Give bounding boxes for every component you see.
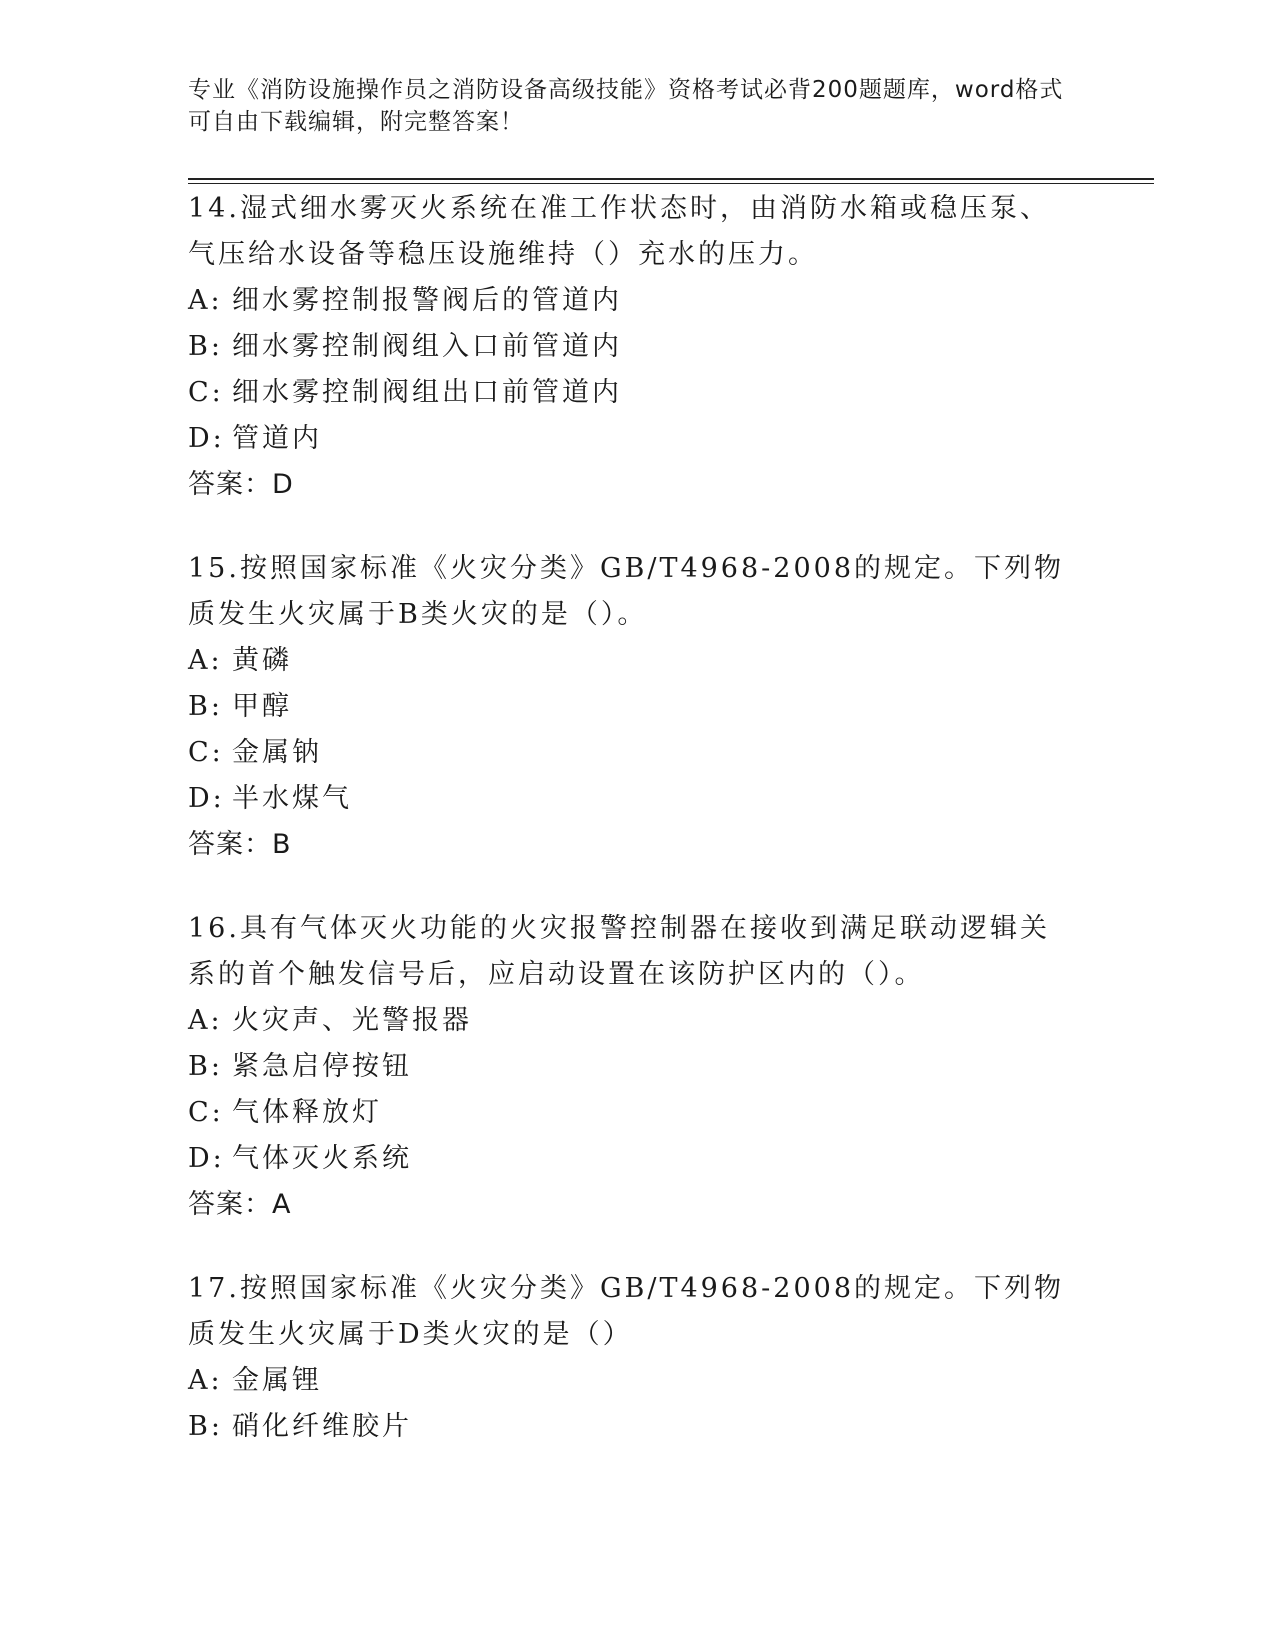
header-divider [188,178,1154,180]
option-a [188,638,1078,684]
option-text: 紧急启停按钮 [232,1051,412,1082]
document-header: 专业《消防设施操作员之消防设备高级技能》资格考试必背200题题库，word格式可自由下载编辑，附完整答案！ [188,77,1064,135]
option-letter: D: [188,423,225,454]
option-b [188,1404,1078,1450]
option-c [188,1090,1078,1136]
question-stem: 16.具有气体灭火功能的火灾报警控制器在接收到满足联动逻辑关系的首个触发信号后，应启动设置在该防护区内的（）。 [188,913,1050,990]
option-a [188,1358,1078,1404]
header-divider-thin [188,183,1154,184]
option-letter: B: [188,691,223,722]
option-text: 气体释放灯 [232,1097,382,1128]
option-letter: A: [188,645,223,676]
option-text: 细水雾控制阀组入口前管道内 [232,331,622,362]
option-d [188,776,1078,822]
option-text: 管道内 [232,423,322,454]
question-17 [188,1266,1078,1450]
question-stem: 17.按照国家标准《火灾分类》GB/T4968-2008的规定。下列物质发生火灾属于D类火灾的是（） [188,1273,1065,1350]
option-letter: A: [188,1365,223,1396]
option-text: 半水煤气 [232,783,352,814]
option-text: 甲醇 [232,691,292,722]
option-text: 金属锂 [232,1365,322,1396]
option-letter: A: [188,1005,223,1036]
option-text: 细水雾控制报警阀后的管道内 [232,285,622,316]
answer-line: 答案：A [188,1189,292,1220]
option-letter: D: [188,1143,225,1174]
option-text: 硝化纤维胶片 [232,1411,412,1442]
option-letter: C: [188,377,224,408]
option-a [188,998,1078,1044]
option-text: 火灾声、光警报器 [232,1005,472,1036]
option-b [188,324,1078,370]
question-14 [188,186,1078,508]
option-a [188,278,1078,324]
question-15 [188,546,1078,868]
option-d [188,416,1078,462]
option-text: 黄磷 [232,645,292,676]
question-stem: 14.湿式细水雾灭火系统在准工作状态时，由消防水箱或稳压泵、气压给水设备等稳压设施维持（）充水的压力。 [188,193,1050,270]
option-letter: B: [188,1411,223,1442]
option-letter: B: [188,1051,223,1082]
option-b [188,1044,1078,1090]
option-b [188,684,1078,730]
option-letter: C: [188,1097,224,1128]
option-text: 金属钠 [232,737,322,768]
option-letter: A: [188,285,223,316]
option-letter: D: [188,783,225,814]
option-c [188,730,1078,776]
option-letter: B: [188,331,223,362]
answer-line: 答案：D [188,469,294,500]
option-text: 气体灭火系统 [232,1143,412,1174]
question-16 [188,906,1078,1228]
option-letter: C: [188,737,224,768]
option-text: 细水雾控制阀组出口前管道内 [232,377,622,408]
answer-line: 答案：B [188,829,292,860]
option-c [188,370,1078,416]
option-d [188,1136,1078,1182]
question-stem: 15.按照国家标准《火灾分类》GB/T4968-2008的规定。下列物质发生火灾属于B类火灾的是（）。 [188,553,1065,630]
